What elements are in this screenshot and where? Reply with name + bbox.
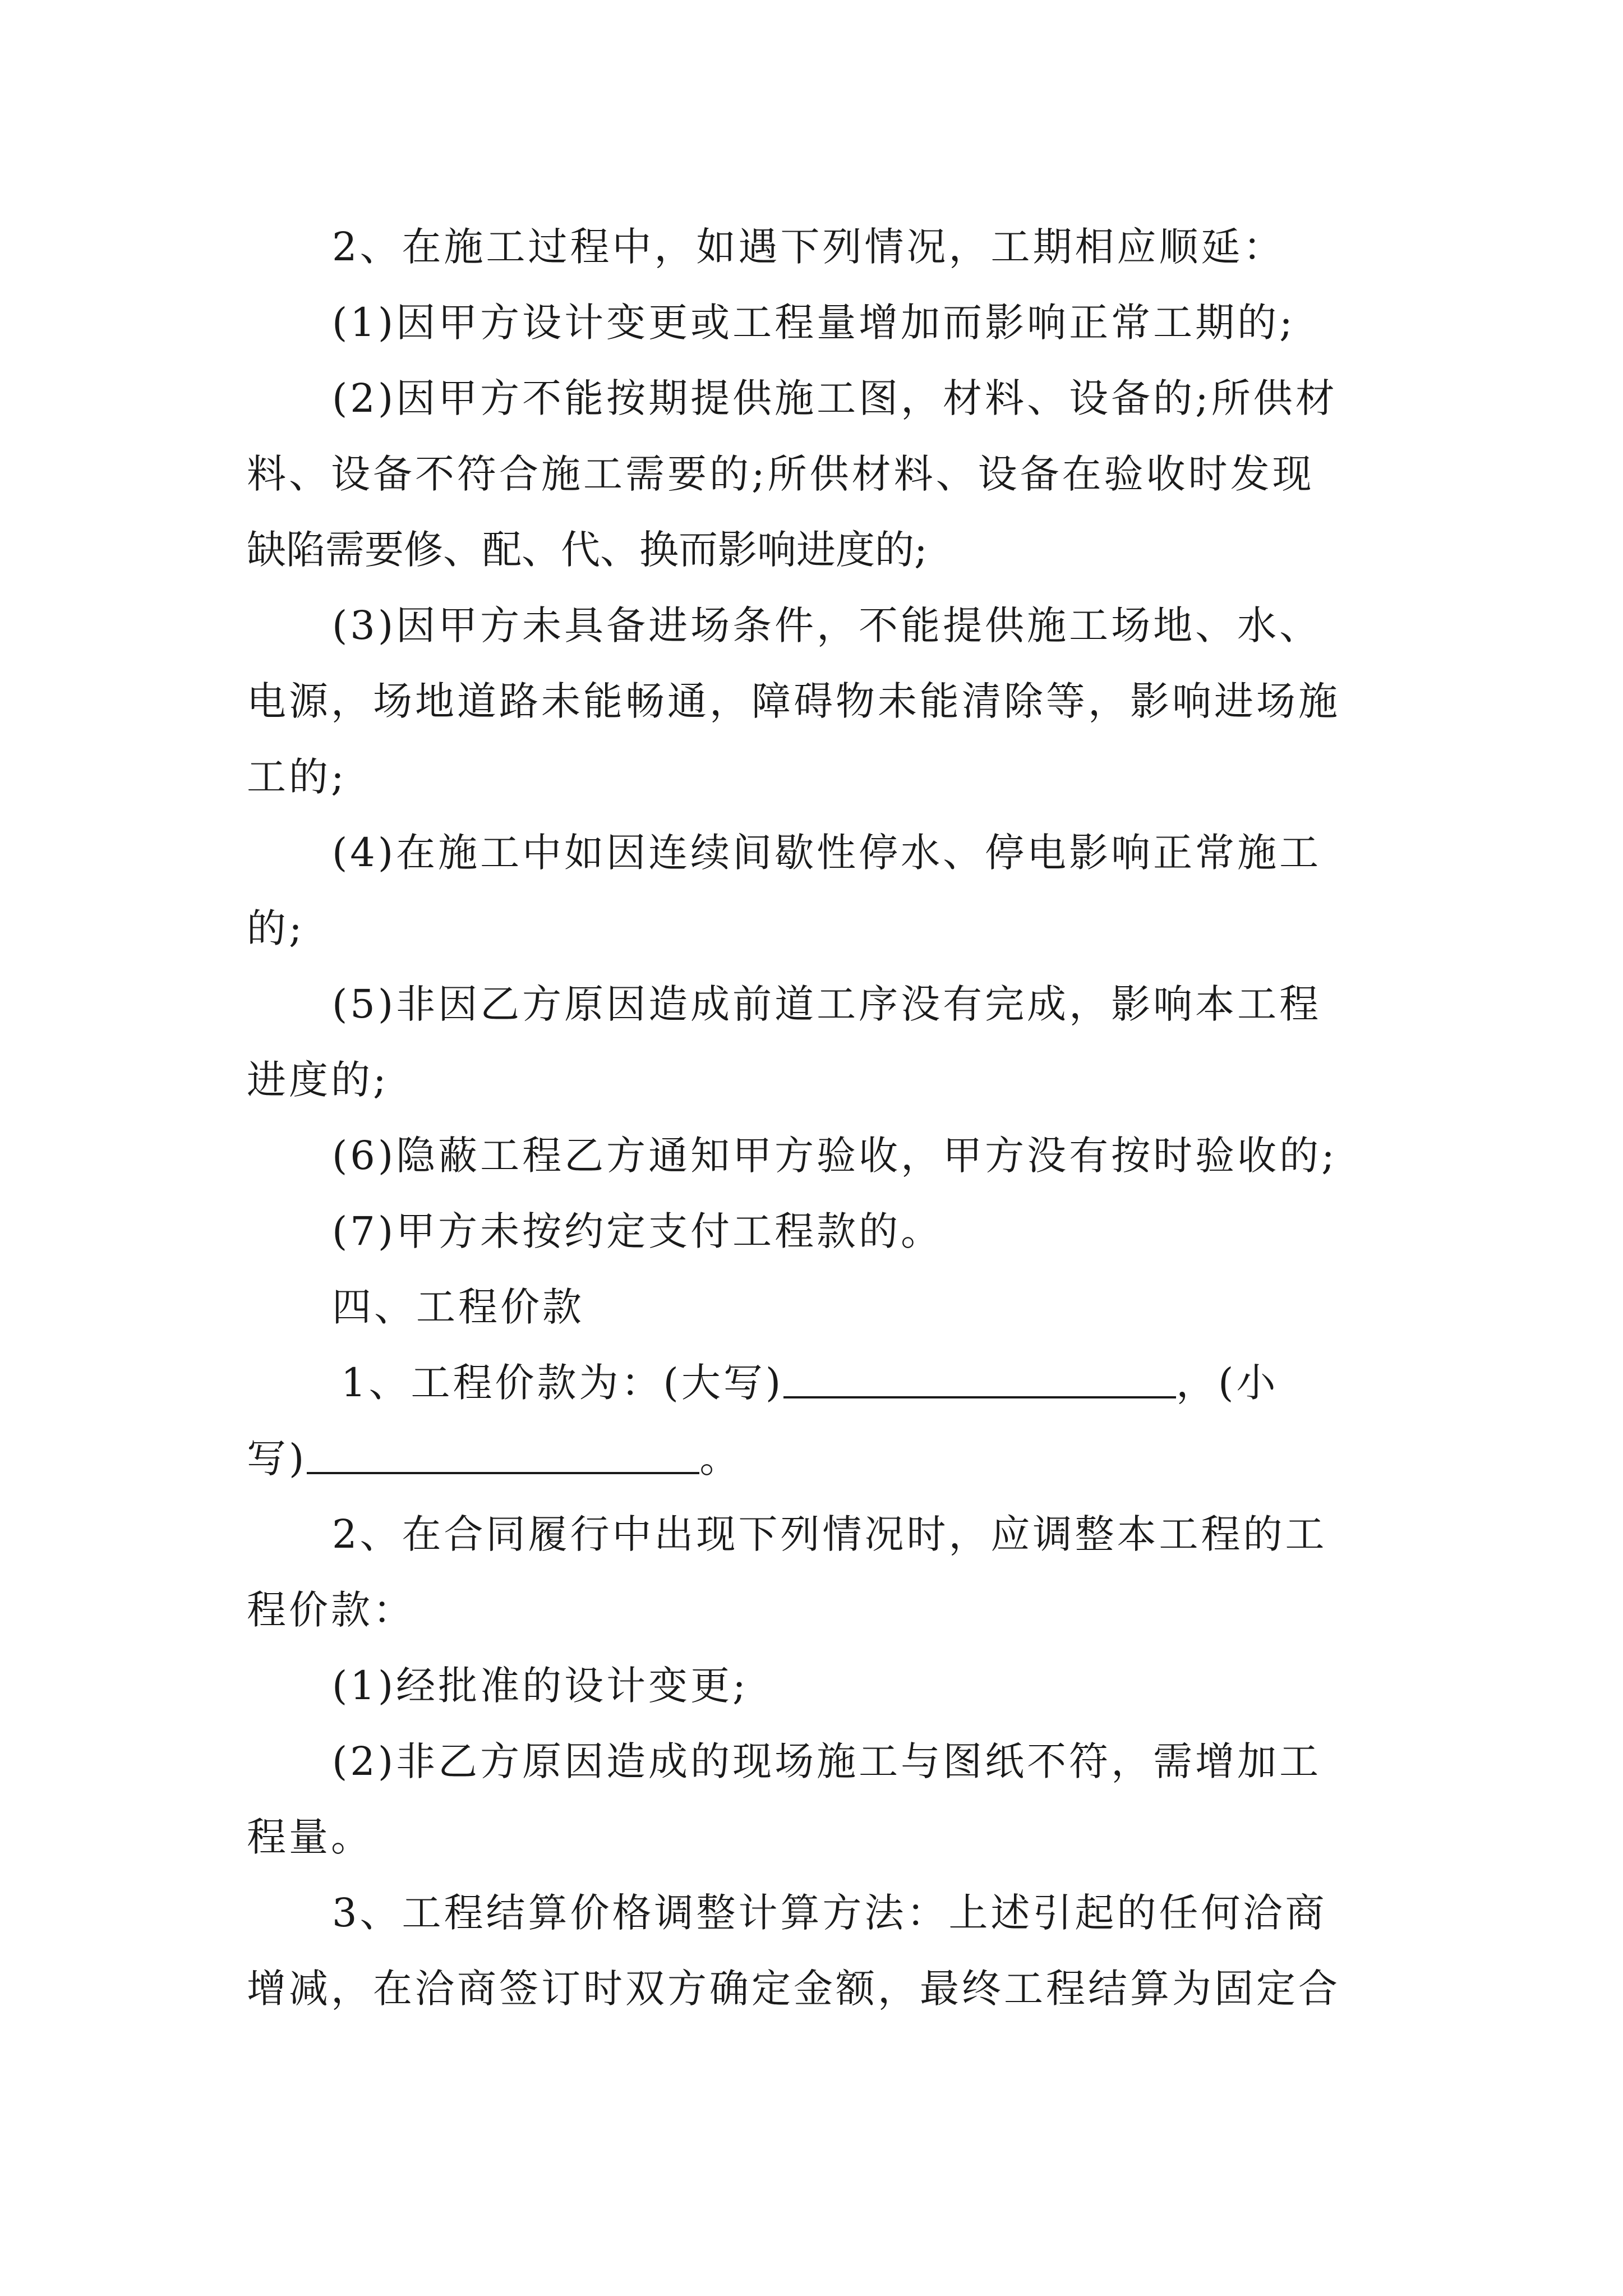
text-line: 2、在施工过程中，如遇下列情况，工期相应顺延： [332,224,1285,270]
price-line [341,1358,1407,1408]
price-cont-label: 写) [247,1435,307,1481]
text-line: 工的; [247,754,347,800]
price-line-cont [247,1433,751,1484]
text-line: (2)非乙方原因造成的现场施工与图纸不符，需增加工 [332,1738,1322,1784]
text-line: (5)非因乙方原因造成前道工序没有完成，影响本工程 [332,981,1322,1027]
text-line: (6)隐蔽工程乙方通知甲方验收，甲方没有按时验收的; [332,1133,1338,1179]
price-label: 1、工程价款为：(大写) [341,1360,784,1406]
text-line: (7)甲方未按约定支付工程款的。 [332,1208,943,1254]
text-line: 增减，在洽商签订时双方确定金额，最终工程结算为固定合 [247,1966,1340,2012]
text-line: (1)经批准的设计变更; [332,1663,749,1709]
text-line: 料、设备不符合施工需要的;所供材料、设备在验收时发现 [247,451,1315,497]
text-line: 程价款： [247,1587,415,1633]
text-line: 2、在合同履行中出现下列情况时，应调整本工程的工 [332,1511,1327,1557]
text-line: (1)因甲方设计变更或工程量增加而影响正常工期的; [332,300,1295,346]
text-line: 进度的; [247,1057,389,1103]
text-line: (4)在施工中如因连续间歇性停水、停电影响正常施工 [332,830,1322,876]
text-line: 3、工程结算价格调整计算方法：上述引起的任何洽商 [332,1890,1327,1936]
text-line: 缺陷需要修、配、代、换而影响进度的; [247,527,928,573]
text-line: (3)因甲方未具备进场条件，不能提供施工场地、水、 [332,602,1322,648]
text-line: (2)因甲方不能按期提供施工图，材料、设备的;所供材 [332,375,1338,421]
text-line: 的; [247,905,305,951]
section-heading: 四、工程价款 [332,1284,584,1330]
blank-uppercase-amount [783,1396,1176,1398]
price-end: 。 [699,1435,742,1481]
price-sep: ，(小 [1176,1360,1279,1406]
text-line: 程量。 [247,1814,373,1860]
text-line: 电源，场地道路未能畅通，障碍物未能清除等，影响进场施 [247,678,1340,724]
blank-lowercase-amount [307,1472,699,1474]
